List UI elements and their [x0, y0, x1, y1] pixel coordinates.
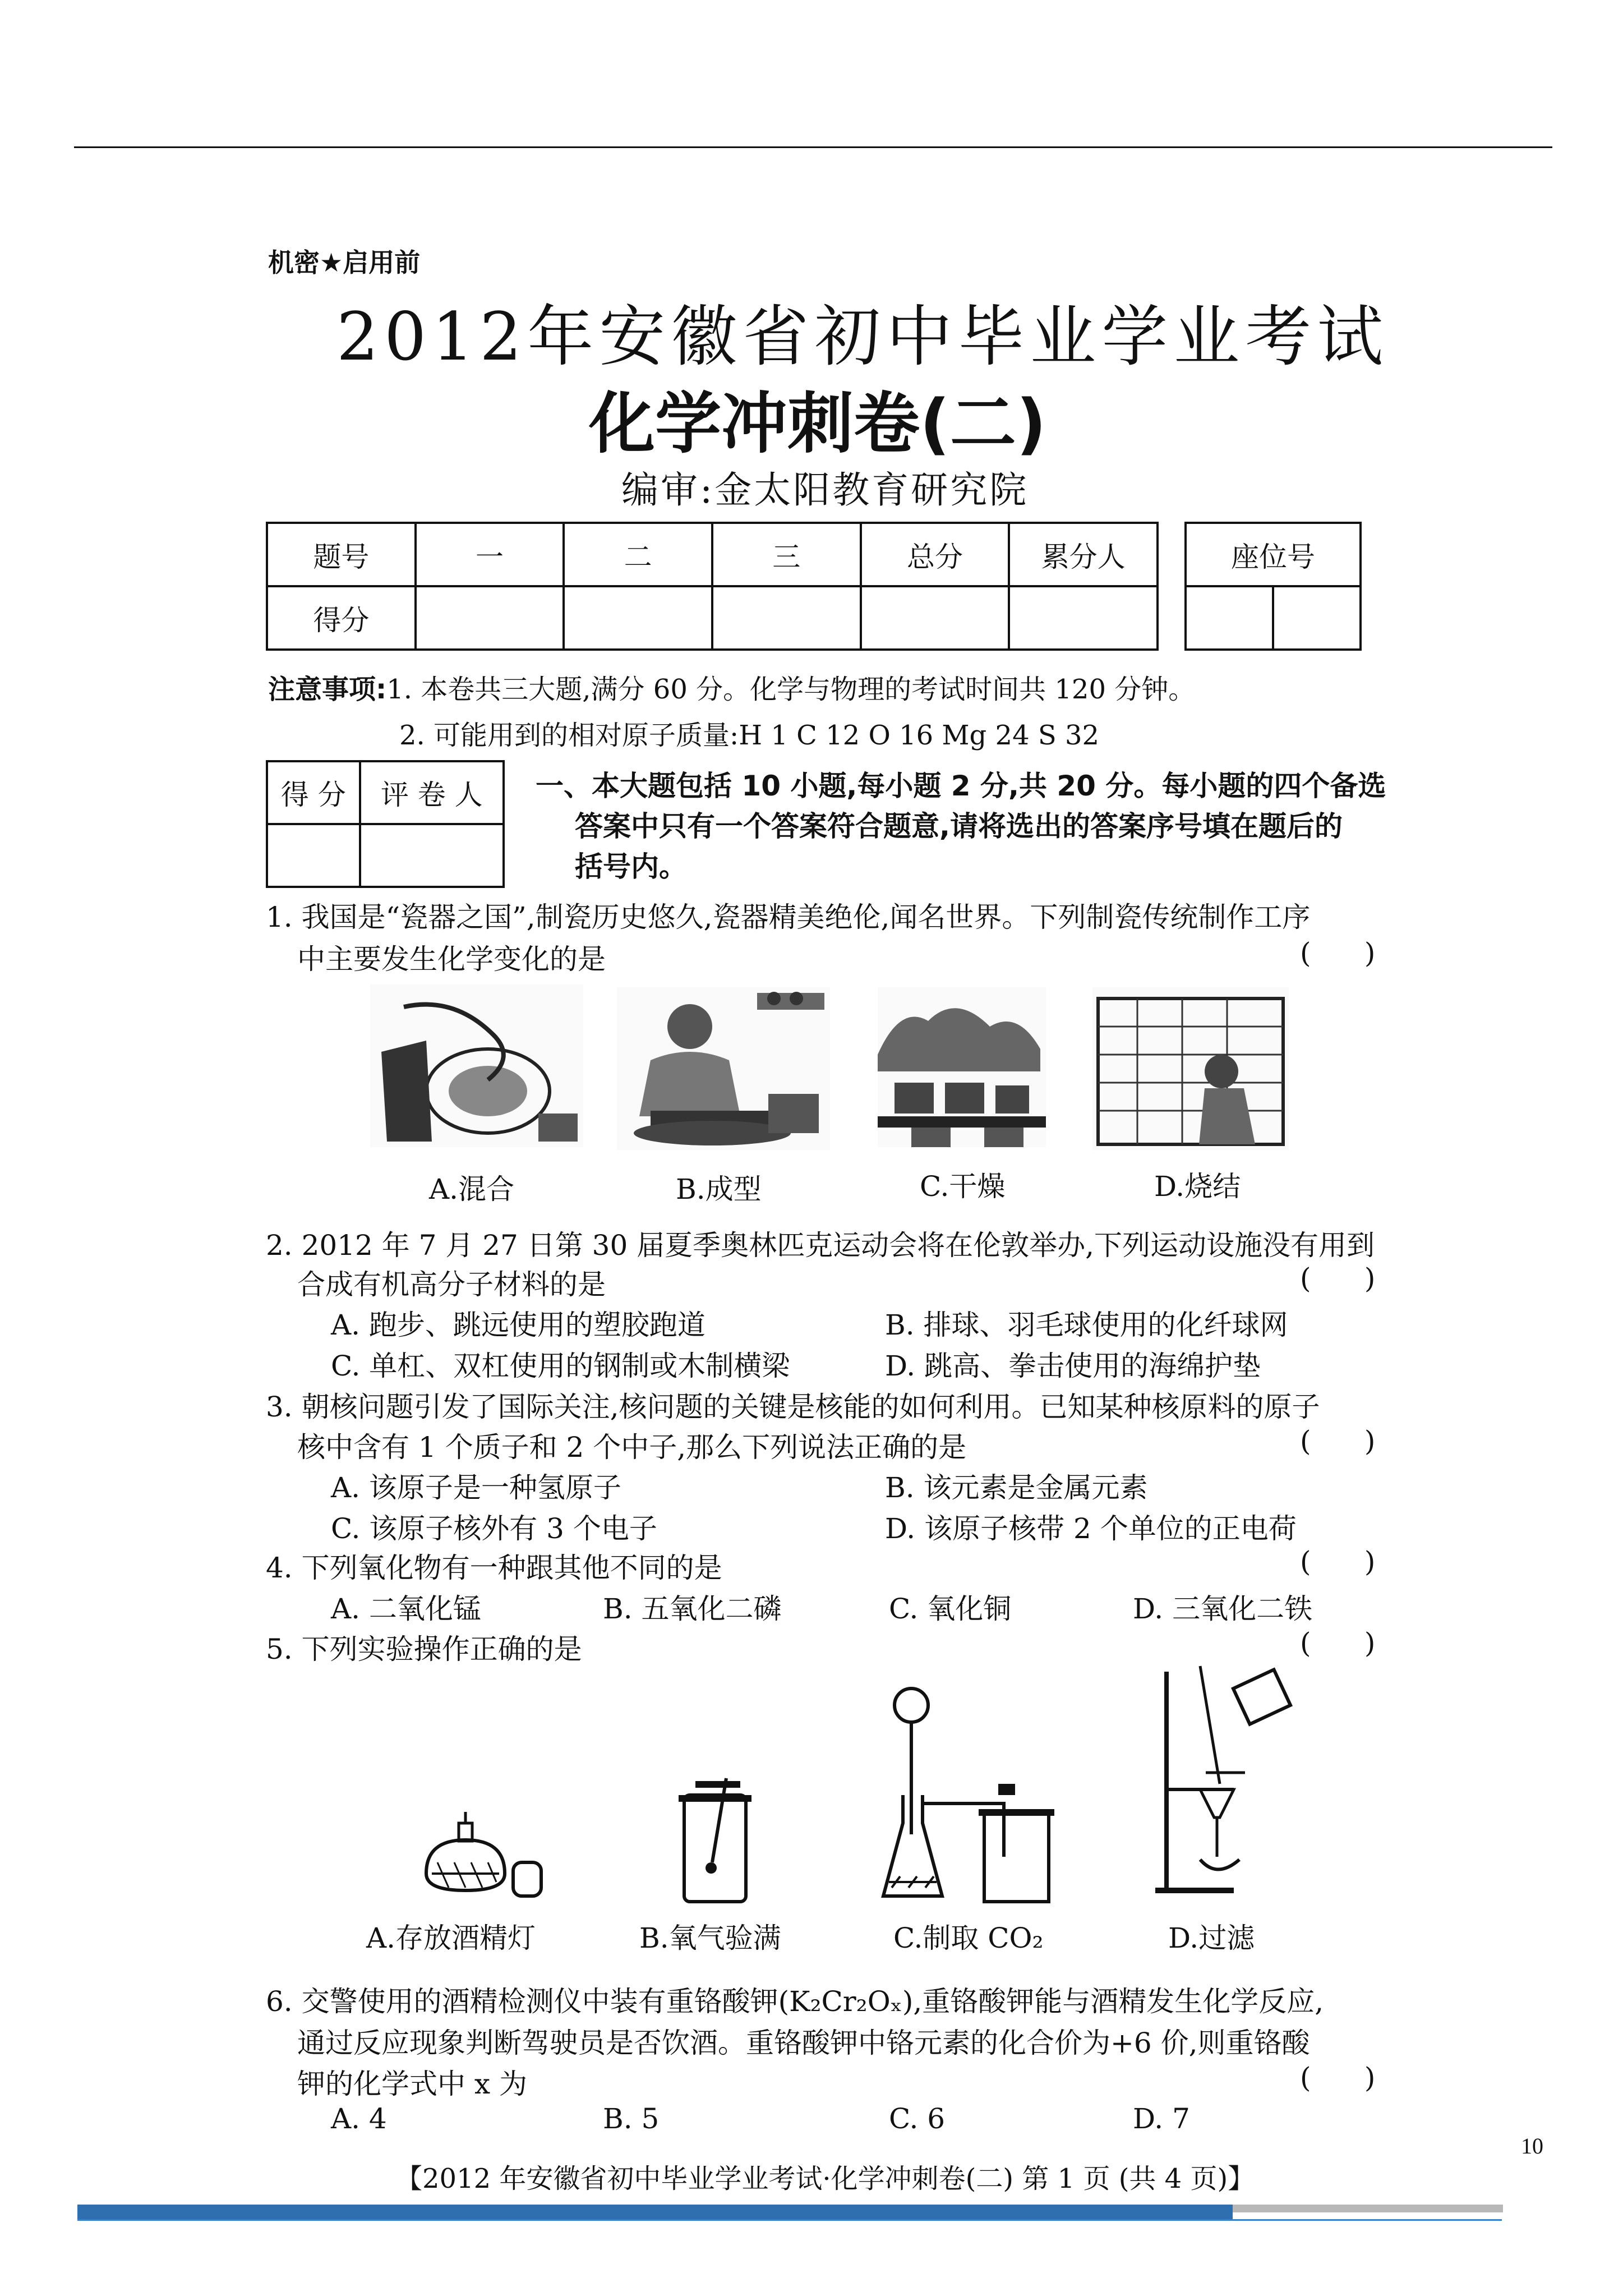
q4-stem-line: 4. 下列氧化物有一种跟其他不同的是	[266, 1552, 722, 1584]
section-one-line: 一、本大题包括 10 小题,每小题 2 分,共 20 分。每小题的四个备选	[536, 770, 1386, 802]
q2-option-d[interactable]: D. 跳高、拳击使用的海绵护垫	[885, 1350, 1261, 1382]
q1-caption-d: D.烧结	[1154, 1170, 1241, 1203]
q5-caption-d: D.过滤	[1168, 1922, 1255, 1954]
confidential-label: 机密★启用前	[268, 247, 421, 278]
notice-line-1	[268, 668, 1195, 706]
q5-figure-filtration	[1155, 1655, 1312, 1907]
q5-caption-a: A.存放酒精灯	[366, 1922, 536, 1954]
score-blank-cell[interactable]	[712, 586, 861, 650]
q5-figure-co2-apparatus	[880, 1683, 1071, 1907]
grader-table	[266, 760, 505, 888]
q1-caption-a: A.混合	[429, 1173, 515, 1205]
q2-stem-line: 合成有机高分子材料的是	[297, 1268, 606, 1301]
section-one-line: 答案中只有一个答案符合题意,请将选出的答案序号填在题后的	[575, 810, 1343, 843]
q1-caption-b: B.成型	[676, 1173, 762, 1205]
score-table	[266, 522, 1159, 651]
score-header-cell: 三	[712, 523, 861, 586]
q3-option-b[interactable]: B. 该元素是金属元素	[885, 1471, 1148, 1504]
notice-label: 注意事项:	[268, 674, 387, 705]
score-blank-cell[interactable]	[416, 586, 564, 650]
q4-option-b[interactable]: B. 五氧化二磷	[603, 1593, 782, 1625]
q6-stem-line: 钾的化学式中 x 为	[297, 2068, 527, 2100]
answer-paren[interactable]: ( )	[1300, 1262, 1376, 1295]
seat-table	[1184, 522, 1362, 651]
q3-stem-line: 3. 朝核问题引发了国际关注,核问题的关键是核能的如何利用。已知某种核原料的原子	[266, 1391, 1320, 1423]
q2-option-a[interactable]: A. 跑步、跳远使用的塑胶跑道	[331, 1309, 706, 1341]
answer-paren[interactable]: ( )	[1300, 1545, 1376, 1578]
score-header-cell: 一	[416, 523, 564, 586]
q6-option-c[interactable]: C. 6	[889, 2102, 946, 2135]
q2-stem-line: 2. 2012 年 7 月 27 日第 30 届夏季奥林匹克运动会将在伦敦举办,下列运动设施没有用到	[266, 1229, 1375, 1262]
q1-figure-drying	[878, 987, 1046, 1147]
exam-title: 2012年安徽省初中毕业学业考试	[336, 298, 1389, 375]
q6-option-a[interactable]: A. 4	[331, 2102, 387, 2135]
q1-figure-shaping	[617, 987, 830, 1150]
score-row-label: 得分	[267, 586, 416, 650]
section-one-instructions	[536, 766, 1388, 887]
score-header-cell: 累分人	[1009, 523, 1158, 586]
q3-option-c[interactable]: C. 该原子核外有 3 个电子	[331, 1512, 657, 1545]
grader-blank-cell[interactable]	[360, 824, 504, 887]
q4-option-a[interactable]: A. 二氧化锰	[331, 1593, 481, 1625]
score-blank-cell[interactable]	[564, 586, 712, 650]
q5-caption-c: C.制取 CO₂	[893, 1922, 1044, 1954]
seat-blank-cell[interactable]	[1273, 586, 1361, 650]
q3-stem-line: 核中含有 1 个质子和 2 个中子,那么下列说法正确的是	[297, 1431, 967, 1464]
score-header-cell: 二	[564, 523, 712, 586]
q5-stem-line: 5. 下列实验操作正确的是	[266, 1633, 582, 1665]
q5-caption-b: B.氧气验满	[639, 1922, 781, 1954]
q1-stem-line: 1. 我国是“瓷器之国”,制瓷历史悠久,瓷器精美绝伦,闻名世界。下列制瓷传统制作工序	[266, 901, 1311, 933]
notice-text-1: 1. 本卷共三大题,满分 60 分。化学与物理的考试时间共 120 分钟。	[386, 674, 1196, 705]
q1-stem-line: 中主要发生化学变化的是	[297, 943, 606, 976]
q1-figure-mixing	[370, 984, 583, 1147]
score-blank-cell[interactable]	[1009, 586, 1158, 650]
answer-paren[interactable]: ( )	[1300, 937, 1376, 969]
q3-option-a[interactable]: A. 该原子是一种氢原子	[331, 1471, 621, 1504]
q5-figure-alcohol-lamp	[415, 1806, 550, 1907]
notice-line-2: 2. 可能用到的相对原子质量:H 1 C 12 O 16 Mg 24 S 32	[399, 720, 1100, 751]
page-footer: 【2012 年安徽省初中毕业学业考试·化学冲刺卷(二) 第 1 页 (共 4 页)】	[395, 2163, 1255, 2194]
score-header-cell: 总分	[861, 523, 1009, 586]
section-one-line: 括号内。	[575, 850, 687, 883]
q5-figure-oxygen-test	[673, 1773, 763, 1907]
q6-stem-line: 6. 交警使用的酒精检测仪中装有重铬酸钾(K₂Cr₂Oₓ),重铬酸钾能与酒精发生化学反应,	[266, 1985, 1324, 2018]
exam-subtitle: 化学冲刺卷(二)	[589, 385, 1046, 462]
answer-paren[interactable]: ( )	[1300, 1425, 1376, 1457]
grader-blank-cell[interactable]	[267, 824, 360, 887]
q3-option-d[interactable]: D. 该原子核带 2 个单位的正电荷	[885, 1512, 1297, 1545]
seat-blank-cell[interactable]	[1186, 586, 1273, 650]
grader-name-label: 评 卷 人	[360, 761, 504, 824]
q2-option-c[interactable]: C. 单杠、双杠使用的钢制或木制横梁	[331, 1350, 790, 1382]
score-blank-cell[interactable]	[861, 586, 1009, 650]
q4-option-c[interactable]: C. 氧化铜	[889, 1593, 1012, 1625]
editor-line: 编审:金太阳教育研究院	[621, 468, 1029, 512]
footer-bar-line	[77, 2219, 1502, 2221]
footer-bar-blue	[77, 2205, 1233, 2219]
q4-option-d[interactable]: D. 三氧化二铁	[1133, 1593, 1313, 1625]
top-rule	[74, 146, 1552, 148]
q2-option-b[interactable]: B. 排球、羽毛球使用的化纤球网	[885, 1309, 1288, 1341]
q1-caption-c: C.干燥	[920, 1170, 1006, 1203]
page-number: 10	[1521, 2133, 1543, 2159]
q6-option-d[interactable]: D. 7	[1133, 2102, 1190, 2135]
seat-label: 座位号	[1186, 523, 1361, 586]
answer-paren[interactable]: ( )	[1300, 2062, 1376, 2094]
q1-figure-firing	[1092, 987, 1289, 1150]
q6-option-b[interactable]: B. 5	[603, 2102, 660, 2135]
answer-paren[interactable]: ( )	[1300, 1627, 1376, 1659]
q6-stem-line: 通过反应现象判断驾驶员是否饮酒。重铬酸钾中铬元素的化合价为+6 价,则重铬酸	[297, 2027, 1310, 2059]
score-header-cell: 题号	[267, 523, 416, 586]
grader-score-label: 得 分	[267, 761, 360, 824]
